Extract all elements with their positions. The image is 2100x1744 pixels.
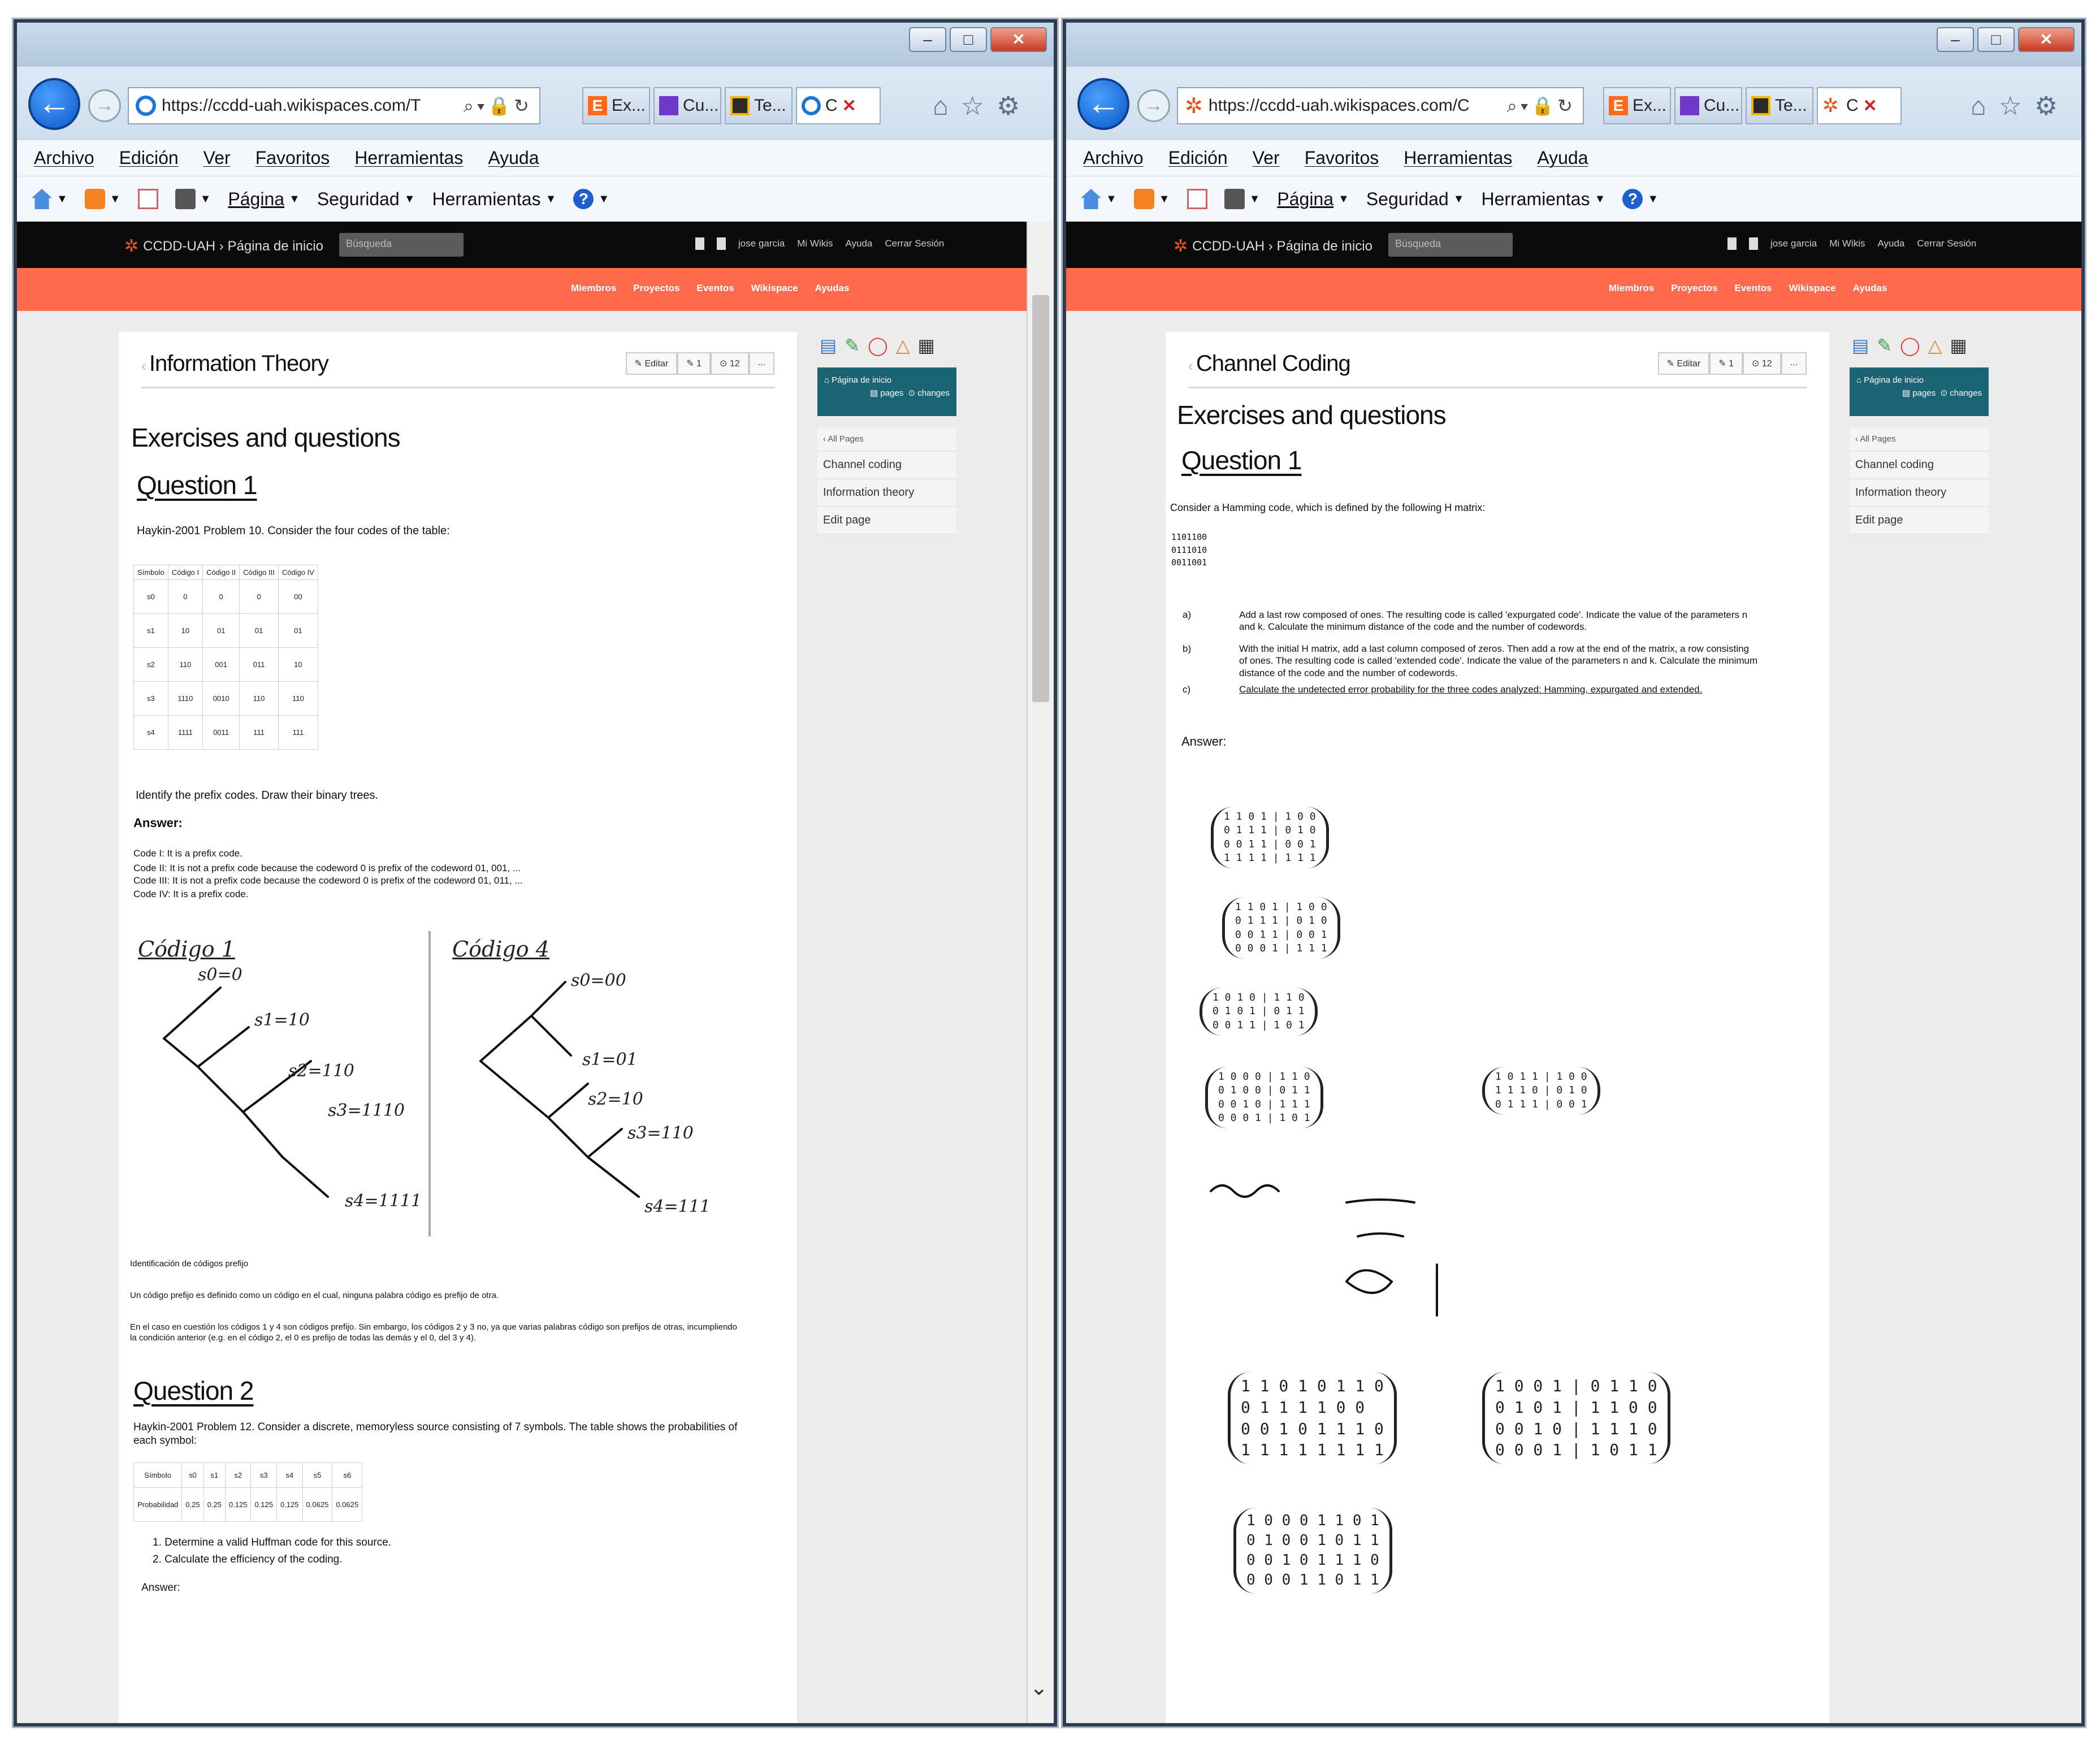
wikispaces-logo-icon: ✲ [1174, 237, 1188, 256]
menu-archivo[interactable]: Archivo [1083, 148, 1144, 168]
menu-ver[interactable]: Ver [203, 148, 231, 168]
vertical-scrollbar[interactable] [1027, 222, 1054, 1723]
close-button[interactable]: ✕ [990, 27, 1047, 52]
wikispaces-icon: ✲ [1185, 94, 1203, 118]
page-header [1188, 343, 1807, 388]
tab-close-icon[interactable]: ✕ [842, 96, 856, 115]
table-cell: Código IV [278, 565, 318, 580]
nav-members[interactable]: Miembros [1609, 283, 1655, 293]
table-cell: 0.0625 [332, 1488, 362, 1522]
tree-leaf: s3=110 [627, 1123, 694, 1143]
matrix-row: 1101100 [1171, 532, 1207, 542]
tab-label: C [1846, 96, 1859, 115]
es-title: Identificación de códigos prefijo [130, 1259, 249, 1269]
codes-table [133, 565, 318, 750]
tools-label: Herramientas [432, 188, 541, 209]
settings-gear-icon[interactable]: ⚙ [2034, 91, 2058, 120]
table-cell: Código III [240, 565, 279, 580]
tab-close-icon[interactable]: ✕ [1863, 96, 1877, 115]
title-bar [17, 23, 1054, 67]
tab-active[interactable] [1817, 87, 1902, 124]
tab-label: Te... [754, 96, 786, 115]
section-heading: Exercises and questions [1177, 400, 1446, 430]
menu-herramientas[interactable]: Herramientas [1404, 148, 1513, 168]
table-cell: 10 [278, 648, 318, 682]
menu-archivo[interactable]: Archivo [34, 148, 94, 168]
tab-active[interactable] [796, 87, 881, 124]
answer-line: Code I: It is a prefix code. [133, 848, 243, 859]
new-page-icon[interactable]: ▤ [1852, 335, 1869, 356]
purple-tab-icon [1680, 96, 1699, 115]
table-cell: 10 [168, 614, 202, 648]
nav-events[interactable]: Eventos [1734, 283, 1772, 293]
nav-members[interactable]: Miembros [571, 283, 617, 293]
command-bar [1066, 176, 2081, 222]
table-cell: 00 [278, 580, 318, 614]
sidebar-item-information-theory[interactable]: Information theory [817, 479, 956, 507]
table-cell: 0.25 [203, 1488, 225, 1522]
logout-link[interactable]: Cerrar Sesión [885, 238, 945, 249]
back-button[interactable]: ← [28, 78, 80, 130]
warning-icon[interactable]: △ [895, 335, 910, 356]
q1-task: Identify the prefix codes. Draw their binary trees. [136, 789, 379, 802]
page-viewport [17, 222, 1027, 1723]
tools-label: Herramientas [1481, 188, 1590, 209]
calendar-icon[interactable]: ▦ [917, 335, 935, 356]
notifications-icon[interactable] [1727, 237, 1737, 250]
table-cell: s4 [277, 1463, 303, 1488]
minimize-button[interactable]: – [909, 27, 946, 52]
table-cell: 01 [278, 614, 318, 648]
table-cell: 110 [278, 682, 318, 716]
wikispaces-logo-icon: ✲ [124, 237, 139, 256]
menu-ver[interactable]: Ver [1252, 148, 1280, 168]
nav-help[interactable]: Ayudas [815, 283, 850, 293]
url-text: https://ccdd-uah.wikispaces.com/T [162, 96, 421, 115]
sidebar-all-pages[interactable]: ‹ All Pages [1850, 427, 1989, 452]
handwritten-matrix-icon: 1 0 1 0 | 1 1 0 0 1 0 1 | 0 1 1 0 0 1 1 | 1 0 1 [1200, 988, 1318, 1036]
tree-1-drawing [141, 948, 401, 1219]
tools-command[interactable]: Herramientas ▼ [432, 188, 557, 209]
rss-icon [85, 189, 105, 209]
rss-icon [1134, 189, 1154, 209]
nav-projects[interactable]: Proyectos [633, 283, 680, 293]
home-text: Página de inicio [832, 375, 892, 385]
home-text: Página de inicio [1864, 375, 1924, 385]
table-cell: 0010 [203, 682, 240, 716]
feeds-command[interactable]: ▼ [1134, 189, 1170, 209]
table-cell: 011 [240, 648, 279, 682]
handwritten-matrix-icon: 1 0 1 1 | 1 0 0 1 1 1 0 | 0 1 0 0 1 1 1 | 0 0 1 [1482, 1067, 1600, 1115]
page-tools-icons [1852, 335, 1967, 356]
site-search-input[interactable]: Búsqueda [339, 233, 464, 257]
security-command[interactable]: Seguridad ▼ [1366, 188, 1465, 209]
table-cell: Código II [203, 565, 240, 580]
mail-command[interactable] [138, 189, 158, 209]
all-pages-label: All Pages [1860, 434, 1896, 444]
table-cell: s2 [134, 648, 168, 682]
site-logo[interactable] [124, 236, 323, 256]
browser-window-left [14, 19, 1057, 1726]
media-tab-icon [730, 96, 750, 115]
menu-ayuda[interactable]: Ayuda [1537, 148, 1588, 168]
home-icon [1081, 189, 1101, 209]
help-link[interactable]: Ayuda [1877, 238, 1905, 249]
table-cell: Símbolo [134, 565, 168, 580]
breadcrumb: CCDD-UAH › Página de inicio [1192, 238, 1372, 254]
home-icon[interactable]: ⌂ [933, 91, 949, 120]
page-title: ‹ Information Theory [141, 351, 328, 377]
tab-label: C [825, 96, 838, 115]
scroll-down-icon[interactable]: ⌄ [1030, 1676, 1048, 1700]
scroll-thumb[interactable] [1032, 295, 1049, 702]
sidebar-nav [1850, 427, 1989, 535]
h-matrix [1171, 531, 1207, 569]
sidebar-all-pages[interactable]: ‹ All Pages [817, 427, 956, 452]
search-lock-refresh-icons[interactable]: ⌕▾🔒↻ [1506, 95, 1576, 116]
item-text: With the initial H matrix, add a last column composed of zeros. Then add a row at the end of the matrix, a row consisting of ones. The resulting code is called 'extended code'. Indicate the value of the parameters n and k. Calculate the minimum distance of the code and the number of codewords. [1239, 643, 1758, 678]
pages-link[interactable]: pages [1912, 388, 1936, 398]
pencil-icon[interactable]: ✎ [1877, 335, 1893, 356]
tab-ex[interactable] [1603, 87, 1671, 124]
table-cell: 0.125 [225, 1488, 251, 1522]
tab-te[interactable] [725, 87, 793, 124]
maximize-button[interactable]: □ [1977, 27, 2015, 52]
sidebar-item-channel-coding[interactable]: Channel coding [1850, 452, 1989, 479]
tree-leaf: s0=00 [571, 971, 626, 990]
table-cell: Símbolo [134, 1463, 182, 1488]
tab-te[interactable] [1746, 87, 1813, 124]
site-search-input[interactable]: Búsqueda [1388, 233, 1513, 257]
wiki-page [1166, 332, 1829, 1723]
table-cell: s2 [225, 1463, 251, 1488]
page-title: ‹ Channel Coding [1188, 351, 1350, 377]
wiki-page [119, 332, 797, 1723]
table-cell: s0 [134, 580, 168, 614]
comment-icon[interactable]: ◯ [868, 335, 888, 356]
table-cell: 110 [168, 648, 202, 682]
ie-tab-icon [802, 96, 821, 115]
changes-link[interactable]: changes [1950, 388, 1982, 398]
changes-link[interactable]: changes [917, 388, 950, 398]
help-icon: ? [1622, 189, 1643, 209]
address-bar[interactable] [128, 87, 540, 124]
nav-wikispace[interactable]: Wikispace [1789, 283, 1836, 293]
page-viewport [1066, 222, 2081, 1723]
home-command[interactable]: ▼ [1081, 189, 1117, 209]
table-cell: 110 [240, 682, 279, 716]
menu-ayuda[interactable]: Ayuda [488, 148, 539, 168]
all-pages-label: All Pages [828, 434, 864, 444]
print-command[interactable]: ▼ [175, 189, 211, 209]
pencil-icon[interactable]: ✎ [845, 335, 860, 356]
sidebar-item-information-theory[interactable]: Information theory [1850, 479, 1989, 507]
search-lock-refresh-icons[interactable]: ⌕▾🔒↻ [463, 95, 532, 116]
answer-label: Answer: [1181, 734, 1227, 748]
mail-icon [1187, 189, 1207, 209]
answer-line: Code II: It is not a prefix code because the codeword 0 is prefix of the codeword 01, 001, ... [133, 863, 521, 873]
user-link[interactable]: jose garcia [1770, 238, 1817, 249]
print-icon [175, 189, 196, 209]
sidebar-item-edit-page[interactable]: Edit page [817, 507, 956, 535]
menu-favoritos[interactable]: Favoritos [1304, 148, 1379, 168]
my-wikis-link[interactable]: Mi Wikis [1829, 238, 1865, 249]
feeds-command[interactable]: ▼ [85, 189, 121, 209]
q2-task: 1. Determine a valid Huffman code for this source. [153, 1537, 392, 1548]
table-cell: s1 [203, 1463, 225, 1488]
nav-help[interactable]: Ayudas [1852, 283, 1887, 293]
table-cell: 0 [240, 580, 279, 614]
mail-icon [138, 189, 158, 209]
tab-label: Ex... [1633, 96, 1667, 115]
table-cell: s3 [251, 1463, 277, 1488]
tab-cu[interactable] [653, 87, 721, 124]
edit-button[interactable]: ✎ Editar [1658, 352, 1710, 375]
sidebar-item-channel-coding[interactable]: Channel coding [817, 452, 956, 479]
user-link[interactable]: jose garcia [738, 238, 785, 249]
site-navbar [1066, 268, 2081, 311]
page-header [141, 343, 774, 388]
follow-button[interactable]: ✎ 1 [677, 352, 711, 375]
edit-button[interactable]: ✎ Editar [626, 352, 678, 375]
table-cell: 0.125 [277, 1488, 303, 1522]
tools-command[interactable]: Herramientas ▼ [1481, 188, 1606, 209]
table-cell: 01 [203, 614, 240, 648]
close-button[interactable]: ✕ [2018, 27, 2075, 52]
table-cell: 0011 [203, 716, 240, 750]
menu-bar [1066, 140, 2081, 176]
tab-label: Te... [1775, 96, 1807, 115]
page-command[interactable]: Página ▼ [228, 188, 300, 209]
favorites-star-icon[interactable]: ☆ [1998, 91, 2023, 120]
q2-task: 2. Calculate the efficiency of the coding. [153, 1553, 343, 1565]
handwritten-matrix-icon: 1 1 0 1 | 1 0 0 0 1 1 1 | 0 1 0 0 0 1 1 | 0 0 1 1 1 1 1 | 1 1 1 [1211, 807, 1329, 868]
security-command[interactable]: Seguridad ▼ [317, 188, 415, 209]
home-command[interactable]: ▼ [32, 189, 68, 209]
item-label: b) [1183, 643, 1192, 654]
site-topbar [1066, 222, 2081, 268]
divider [428, 931, 431, 1236]
tab-label: Cu... [1704, 96, 1740, 115]
browser-window-right [1063, 19, 2085, 1726]
section-heading: Exercises and questions [131, 423, 400, 452]
table-cell: 0.125 [251, 1488, 277, 1522]
site-logo[interactable] [1174, 236, 1372, 256]
table-cell: 0.0625 [302, 1488, 332, 1522]
table-cell: 111 [278, 716, 318, 750]
address-bar[interactable] [1177, 87, 1584, 124]
handwritten-matrix-icon: 1 0 0 0 1 1 0 1 0 1 0 0 1 0 1 1 0 0 1 0 1 1 1 0 0 0 0 1 1 0 1 1 [1233, 1508, 1392, 1594]
table-cell: s5 [302, 1463, 332, 1488]
e-tab-icon: E [588, 96, 607, 115]
table-cell: Probabilidad [134, 1488, 182, 1522]
help-link[interactable]: Ayuda [845, 238, 873, 249]
help-command[interactable]: ? ▼ [1622, 189, 1659, 209]
question-1-heading: Question 1 [1181, 445, 1302, 475]
back-button[interactable]: ← [1077, 78, 1129, 130]
q2-answer-label: Answer: [141, 1582, 180, 1594]
answer-label: Answer: [133, 816, 183, 830]
warning-icon[interactable]: △ [1928, 335, 1942, 356]
es-line: En el caso en cuestión los códigos 1 y 4 son códigos prefijo. Sin embargo, los códigos 2 y 3 no, ya que varias palabras código son prefijos de otras, incumpliendo la condición anterior (e.g. en el código 2, el 0 es prefijo de todas las demás y el 0, del 3 y 4). [130, 1322, 737, 1343]
tab-label: Cu... [683, 96, 719, 115]
page-label: Página [228, 188, 285, 209]
table-cell: 01 [240, 614, 279, 648]
tree-leaf: s0=0 [198, 965, 243, 985]
item-text: Calculate the undetected error probability for the three codes analyzed: Hamming, expurgated and extended. [1239, 684, 1703, 695]
title-bar [1066, 23, 2081, 67]
probabilities-table [133, 1462, 362, 1522]
q2-intro: Haykin-2001 Problem 12. Consider a discrete, memoryless source consisting of 7 symbols. The table shows the probabilities of each symbol: [133, 1421, 738, 1447]
media-tab-icon [1751, 96, 1770, 115]
sidebar-item-edit-page[interactable]: Edit page [1850, 507, 1989, 535]
forward-button[interactable]: → [88, 89, 121, 122]
table-cell: 1110 [168, 682, 202, 716]
menu-edicion[interactable]: Edición [119, 148, 179, 168]
table-cell: s1 [134, 614, 168, 648]
home-page-label: ⌂ Página de inicio [1856, 375, 1924, 385]
favorites-star-icon[interactable]: ☆ [960, 91, 985, 120]
security-label: Seguridad [1366, 188, 1449, 209]
tab-cu[interactable] [1674, 87, 1742, 124]
e-tab-icon: E [1609, 96, 1628, 115]
answer-line: Code IV: It is a prefix code. [133, 889, 249, 899]
table-cell: s3 [134, 682, 168, 716]
home-page-box[interactable] [817, 367, 956, 416]
calendar-icon[interactable]: ▦ [1950, 335, 1967, 356]
table-cell: 1111 [168, 716, 202, 750]
q1-intro: Consider a Hamming code, which is defined by the following H matrix: [1170, 502, 1486, 513]
help-command[interactable]: ? ▼ [573, 189, 609, 209]
question-2-heading: Question 2 [133, 1376, 254, 1405]
pages-changes: ▤ pages ⊙ changes [1902, 388, 1982, 398]
tree-leaf: s4=1111 [345, 1191, 422, 1211]
address-row [17, 67, 1054, 140]
nav-events[interactable]: Eventos [696, 283, 734, 293]
site-navbar [17, 268, 1027, 311]
home-page-label: ⌂ Página de inicio [824, 375, 892, 385]
item-label: c) [1183, 684, 1191, 695]
tree-leaf: s3=1110 [328, 1101, 405, 1120]
table-cell: 111 [240, 716, 279, 750]
history-button[interactable]: ⊙ 12 [1743, 352, 1781, 375]
menu-herramientas[interactable]: Herramientas [354, 148, 464, 168]
item-text: Add a last row composed of ones. The resulting code is called 'expurgated code'. Indicate the value of the parameters n and k. Calculate the minimum distance of the code and the number of codewords. [1239, 609, 1748, 633]
tree-4-label: Código 4 [452, 937, 549, 962]
matrix-row: 0111010 [1171, 544, 1207, 555]
home-icon[interactable]: ⌂ [1971, 91, 1986, 120]
breadcrumb: CCDD-UAH › Página de inicio [143, 238, 323, 254]
site-topbar [17, 222, 1027, 268]
question-1-heading: Question 1 [137, 470, 257, 500]
page-command[interactable]: Página ▼ [1277, 188, 1349, 209]
handwritten-matrix-icon: 1 0 0 1 | 0 1 1 0 0 1 0 1 | 1 1 0 0 0 0 1 0 | 1 1 1 0 0 0 0 1 | 1 0 1 1 [1482, 1372, 1670, 1464]
purple-tab-icon [659, 96, 678, 115]
comment-icon[interactable]: ◯ [1900, 335, 1920, 356]
wikispaces-tab-icon: ✲ [1822, 95, 1839, 116]
ie-icon [136, 96, 156, 116]
maximize-button[interactable]: □ [950, 27, 987, 52]
new-page-icon[interactable]: ▤ [820, 335, 837, 356]
help-icon: ? [573, 189, 594, 209]
tree-leaf: s4=111 [644, 1197, 711, 1217]
q1-intro: Haykin-2001 Problem 10. Consider the four codes of the table: [137, 525, 450, 537]
table-cell: s0 [182, 1463, 203, 1488]
handwritten-matrix-icon: 1 0 0 0 | 1 1 0 0 1 0 0 | 0 1 1 0 0 1 0 | 1 1 1 0 0 0 1 | 1 0 1 [1205, 1067, 1323, 1128]
menu-favoritos[interactable]: Favoritos [255, 148, 330, 168]
more-button[interactable]: ... [749, 352, 774, 375]
tree-leaf: s2=10 [588, 1089, 643, 1109]
es-line: Un código prefijo es definido como un código en el cual, ninguna palabra código es prefijo de otra. [130, 1291, 499, 1300]
table-cell: s6 [332, 1463, 362, 1488]
address-row [1066, 67, 2081, 140]
table-cell: 0 [168, 580, 202, 614]
notifications-icon[interactable] [695, 237, 704, 250]
tree-leaf: s1=10 [254, 1010, 310, 1030]
my-wikis-link[interactable]: Mi Wikis [797, 238, 833, 249]
more-button[interactable]: ... [1781, 352, 1807, 375]
forward-button[interactable]: → [1137, 89, 1170, 122]
messages-icon[interactable] [1749, 237, 1758, 250]
table-cell: Código I [168, 565, 202, 580]
security-label: Seguridad [317, 188, 400, 209]
pages-changes: ▤ pages ⊙ changes [869, 388, 950, 398]
logout-link[interactable]: Cerrar Sesión [1917, 238, 1977, 249]
answer-line: Code III: It is not a prefix code because the codeword 0 is prefix of the codeword 01, 011, ... [133, 875, 523, 886]
handwritten-matrix-icon: 1 1 0 1 0 1 1 0 0 1 1 1 1 0 0 0 0 1 0 1 1 1 0 1 1 1 1 1 1 1 1 [1228, 1372, 1397, 1464]
nav-projects[interactable]: Proyectos [1671, 283, 1718, 293]
tree-leaf: s2=110 [288, 1061, 354, 1081]
tree-1-label: Código 1 [138, 937, 235, 962]
tree-leaf: s1=01 [582, 1050, 638, 1070]
table-cell: s4 [134, 716, 168, 750]
print-icon [1224, 189, 1245, 209]
page-tools-icons [820, 335, 935, 356]
menu-bar [17, 140, 1054, 176]
nav-wikispace[interactable]: Wikispace [751, 283, 798, 293]
tab-label: Ex... [612, 96, 646, 115]
handwritten-matrix-icon: 1 1 0 1 | 1 0 0 0 1 1 1 | 0 1 0 0 0 1 1 | 0 0 1 0 0 0 1 | 1 1 1 [1222, 897, 1340, 959]
home-page-box[interactable] [1850, 367, 1989, 416]
command-bar [17, 176, 1054, 222]
tab-ex[interactable] [582, 87, 650, 124]
print-command[interactable]: ▼ [1224, 189, 1261, 209]
table-cell: 001 [203, 648, 240, 682]
messages-icon[interactable] [717, 237, 726, 250]
table-cell: 0 [203, 580, 240, 614]
history-button[interactable]: ⊙ 12 [711, 352, 749, 375]
handwritten-notes-drawing [1177, 1169, 1686, 1338]
home-icon [32, 189, 52, 209]
menu-edicion[interactable]: Edición [1168, 148, 1228, 168]
follow-button[interactable]: ✎ 1 [1709, 352, 1743, 375]
table-cell: 0.25 [182, 1488, 203, 1522]
url-text: https://ccdd-uah.wikispaces.com/C [1208, 96, 1470, 115]
matrix-row: 0011001 [1171, 557, 1207, 568]
minimize-button[interactable]: – [1937, 27, 1974, 52]
item-label: a) [1183, 609, 1192, 620]
page-label: Página [1277, 188, 1334, 209]
pages-link[interactable]: pages [880, 388, 904, 398]
settings-gear-icon[interactable]: ⚙ [997, 91, 1020, 120]
sidebar-nav [817, 427, 956, 535]
mail-command[interactable] [1187, 189, 1207, 209]
